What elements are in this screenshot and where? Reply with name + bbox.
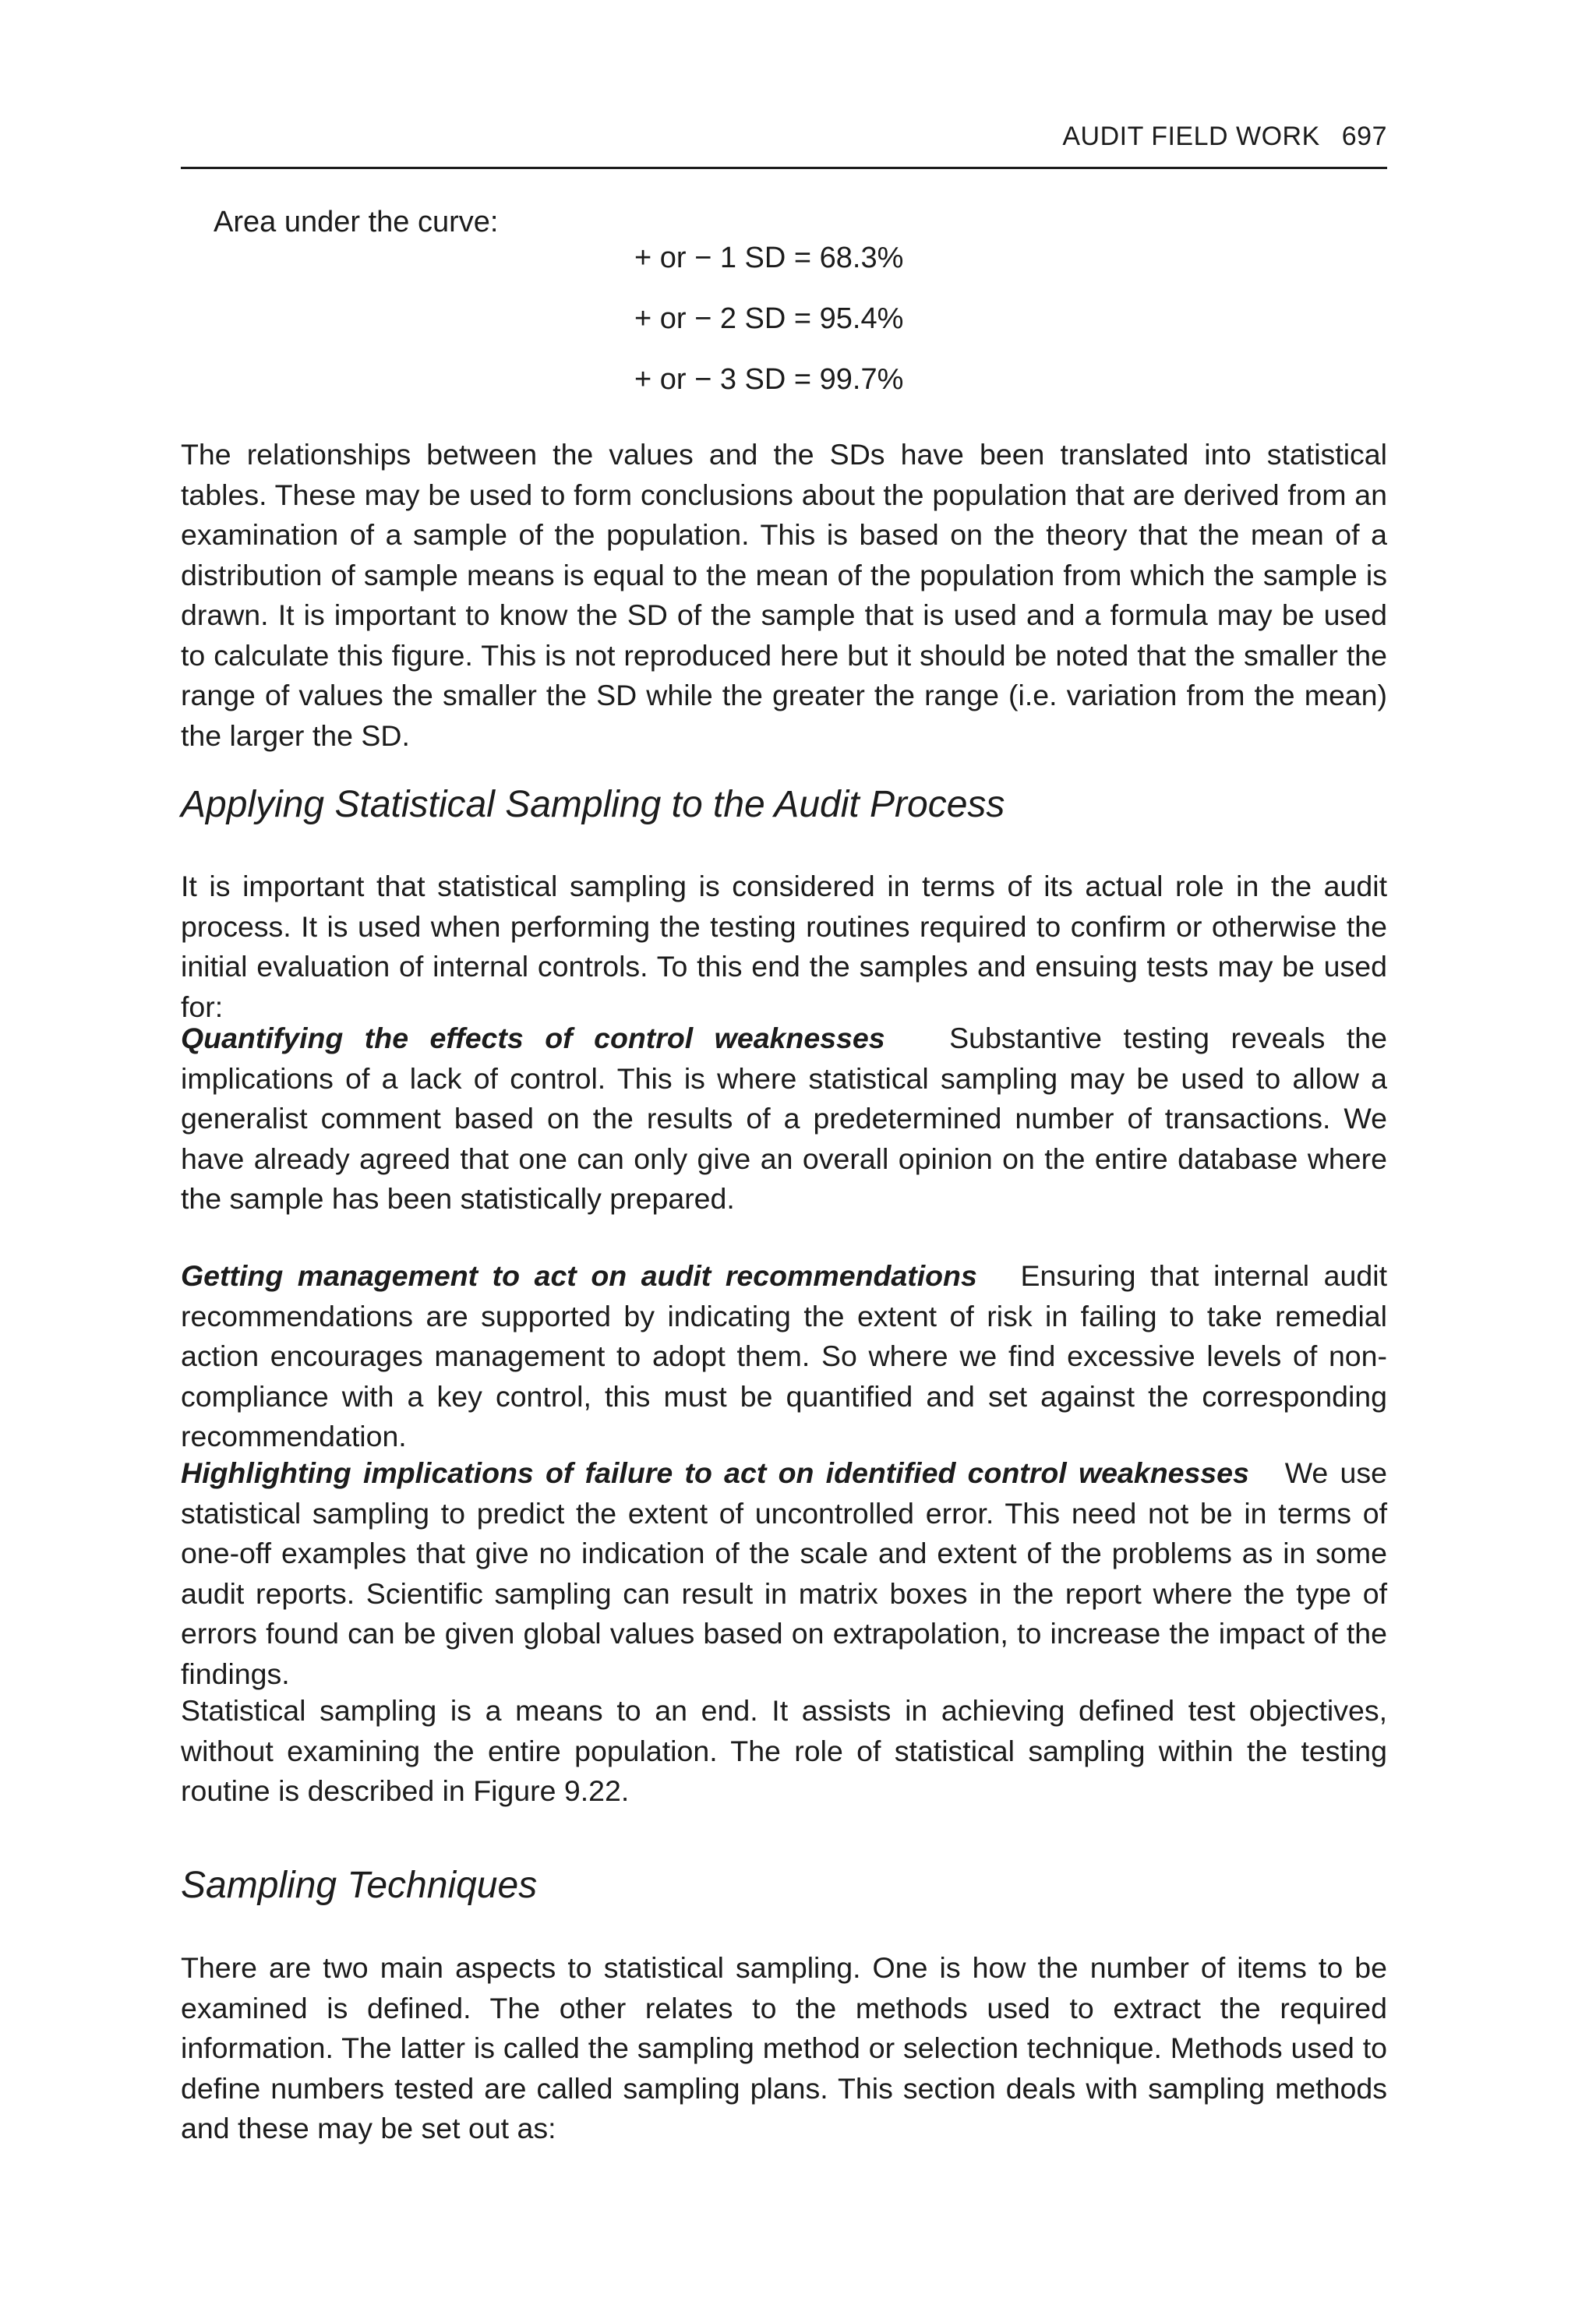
- page-number: 697: [1341, 122, 1387, 151]
- sd-line-1: + or − 1 SD = 68.3%: [634, 242, 904, 274]
- sd-line-3: + or − 3 SD = 99.7%: [634, 363, 904, 396]
- running-head: [1062, 122, 1387, 152]
- paragraph-quantifying-effects: [181, 1018, 1387, 1220]
- area-under-curve-label: Area under the curve:: [214, 206, 499, 238]
- header-rule: [181, 167, 1387, 169]
- paragraph-role-in-audit: It is important that statistical sampling is considered in terms of its actual role in the audit process. It is used when performing the testing routines required to confirm or otherwise the initial evaluation of internal controls. To this end the samples and ensuing tests may be used for:: [181, 870, 1387, 1023]
- section-heading-sampling-techniques: Sampling Techniques: [181, 1865, 538, 1906]
- paragraph-highlighting-implications: [181, 1453, 1387, 1694]
- paragraph-body-management: Ensuring that internal audit recommendations are supported by indicating the extent of risk in failing to take remedial action encourages management to adopt them. So where we find excessive levels of non-compliance with a key control, this must be quantified and set against the corresponding recommendation.: [181, 1259, 1387, 1452]
- running-head-title: AUDIT FIELD WORK: [1062, 122, 1320, 151]
- paragraph-sd-relationships: The relationships between the values and the SDs have been translated into statistical tables. These may be used to form conclusions about the population that are derived from an examination of a sample of the population. This is based on the theory that the mean of a distribution of sample means is equal to the mean of the population from which the sample is drawn. It is important to know the SD of the sample that is used and a formula may be used to calculate this figure. This is not reproduced here but it should be noted that the smaller the range of values the smaller the SD while the greater the range (i.e. variation from the mean) the larger the SD.: [181, 438, 1387, 752]
- sd-line-2: + or − 2 SD = 95.4%: [634, 302, 904, 335]
- paragraph-body-quantifying: Substantive testing reveals the implications of a lack of control. This is where statistical sampling may be used to allow a generalist comment based on the results of a predetermined number of transactions. We have already agreed that one can only give an overall opinion on the entire database where the sample has been statistically prepared.: [181, 1022, 1388, 1215]
- paragraph-getting-management: [181, 1256, 1387, 1457]
- paragraph-body-highlighting: We use statistical sampling to predict the extent of uncontrolled error. This need not be in terms of one-off examples that give no indication of the scale and extent of the problems as in some audit reports. Scientific sampling can result in matrix boxes in the report where the type of errors found can be given global values based on extrapolation, to increase the impact of the findings.: [181, 1456, 1388, 1690]
- paragraph-means-to-end: Statistical sampling is a means to an end. It assists in achieving defined test objectives, without examining the entire population. The role of statistical sampling within the testing routine is described in Figure 9.22.: [181, 1694, 1387, 1807]
- run-in-heading-management: Getting management to act on audit recommendations: [181, 1259, 977, 1292]
- section-heading-applying-sampling: Applying Statistical Sampling to the Audit Process: [181, 784, 1005, 825]
- paragraph-two-aspects: There are two main aspects to statistical sampling. One is how the number of items to be examined is defined. The other relates to the methods used to extract the required information. The latter is called the sampling method or selection technique. Methods used to define numbers tested are called sampling plans. This section deals with sampling methods and these may be set out as:: [181, 1951, 1387, 2144]
- run-in-heading-quantifying: Quantifying the effects of control weaknesses: [181, 1022, 885, 1054]
- run-in-heading-highlighting: Highlighting implications of failure to act on identified control weaknesses: [181, 1456, 1249, 1489]
